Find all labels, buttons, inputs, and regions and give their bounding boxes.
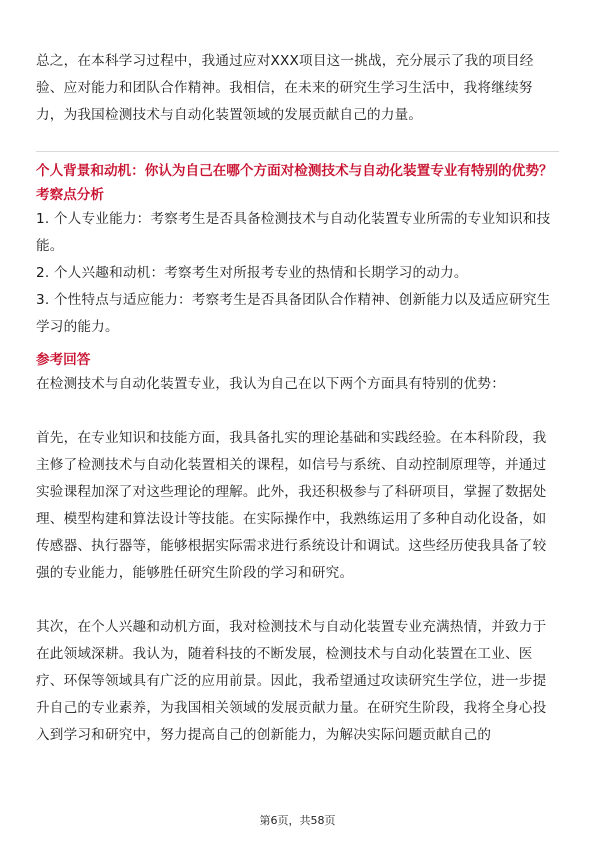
document-page — [36, 48, 559, 749]
question-heading: 个人背景和动机：你认为自己在哪个方面对检测技术与自动化装置专业有特别的优势？ — [36, 151, 559, 182]
analysis-item: 1. 个人专业能力：考察考生是否具备检测技术与自动化装置专业所需的专业知识和技能。 — [36, 211, 551, 254]
answer-paragraph: 其次，在个人兴趣和动机方面，我对检测技术与自动化装置专业充满热情，并致力于在此领域深耕。我认为，随着科技的不断发展，检测技术与自动化装置在工业、医疗、环保等领域具有广泛的应用前景。因此，我希望通过攻读研究生学位，进一步提升自己的专业素养，为我国相关领域的发展贡献力量。在研究生阶段，我将全身心投入到学习和研究中，努力提高自己的创新能力，为解决实际问题贡献自己的 — [36, 619, 547, 743]
paragraph-gap — [36, 587, 559, 614]
page-number: 第6页，共58页 — [259, 814, 336, 827]
analysis-item: 2. 个人兴趣和动机：考察考生对所报考专业的热情和长期学习的动力。 — [36, 265, 468, 281]
answer-opening: 在检测技术与自动化装置专业，我认为自己在以下两个方面具有特别的优势： — [36, 376, 505, 392]
intro-paragraph: 总之，在本科学习过程中，我通过应对XXX项目这一挑战，充分展示了我的项目经验、应对能力和团队合作精神。我相信，在未来的研究生学习生活中，我将继续努力，为我国检测技术与自动化装置领域的发展贡献自己的力量。 — [36, 53, 534, 123]
analysis-item: 3. 个性特点与适应能力：考察考生是否具备团队合作精神、创新能力以及适应研究生学习的能力。 — [36, 292, 551, 335]
paragraph-gap — [36, 398, 559, 425]
answer-paragraph: 首先，在专业知识和技能方面，我具备扎实的理论基础和实践经验。在本科阶段，我主修了检测技术与自动化装置相关的课程，如信号与系统、自动控制原理等，并通过实验课程加深了对这些理论的理解。此外，我还积极参与了科研项目，掌握了数据处理、模型构建和算法设计等技能。在实际操作中，我熟练运用了多种自动化设备，如传感器、执行器等，能够根据实际需求进行系统设计和调试。这些经历使我具备了较强的专业能力，能够胜任研究生阶段的学习和研究。 — [36, 430, 547, 581]
answer-heading: 参考回答 — [36, 352, 91, 368]
analysis-heading: 考察点分析 — [36, 187, 104, 203]
